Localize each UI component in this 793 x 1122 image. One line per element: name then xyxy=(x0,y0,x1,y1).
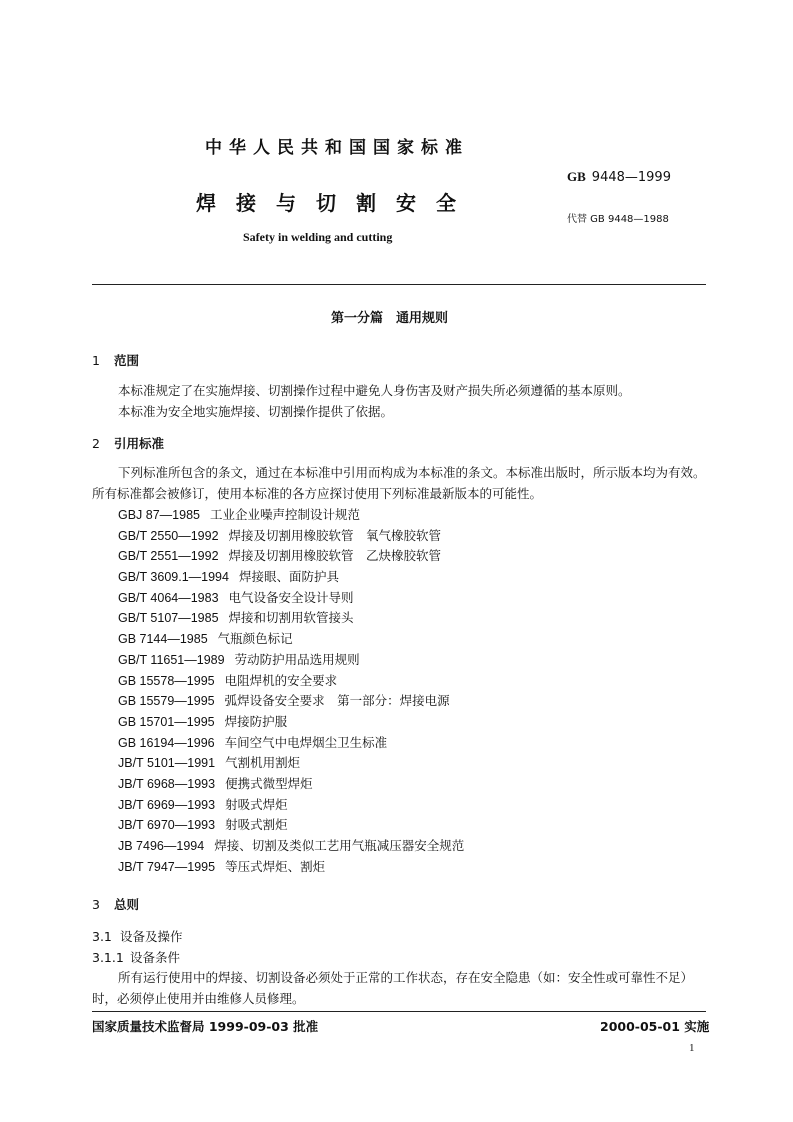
reference-title: 焊接防护服 xyxy=(224,713,288,729)
reference-item xyxy=(118,567,464,588)
reference-item xyxy=(118,795,464,816)
reference-code: GB/T 5107—1985 xyxy=(118,611,219,626)
subsection-3-1-1-heading xyxy=(92,948,180,966)
reference-item xyxy=(118,836,464,857)
section-3-heading xyxy=(92,895,139,913)
reference-code: GB/T 11651—1989 xyxy=(118,652,225,667)
reference-title: 焊接和切割用软管接头 xyxy=(228,610,354,626)
section-2-number: 2 xyxy=(92,436,100,451)
reference-code: JB/T 6969—1993 xyxy=(118,797,216,812)
subsection-3-1-1-text: 所有运行使用中的焊接、切割设备必须处于正常的工作状态，存在安全隐患（如：安全性或可靠性不足）时，必须停止使用并由维修人员修理。 xyxy=(92,970,694,1006)
reference-item xyxy=(118,857,464,878)
reference-item xyxy=(118,753,464,774)
reference-title: 弧焊设备安全要求 第一部分：焊接电源 xyxy=(224,693,450,709)
subsection-3-1-1-title: 设备条件 xyxy=(130,950,181,965)
part-title: 第一分篇 通用规则 xyxy=(331,311,449,326)
reference-title: 工业企业噪声控制设计规范 xyxy=(210,507,361,522)
reference-item xyxy=(118,691,464,712)
reference-code: GB 15579—1995 xyxy=(118,694,215,709)
effective-date: 2000-05-01 实施 xyxy=(600,1019,710,1034)
reference-item xyxy=(118,505,464,526)
subsection-3-1-title: 设备及操作 xyxy=(120,929,183,944)
reference-code: GB/T 2551—1992 xyxy=(118,549,219,564)
reference-title: 劳动防护用品选用规则 xyxy=(234,651,360,667)
subsection-3-1-number: 3.1 xyxy=(92,929,112,944)
reference-code: JB/T 6970—1993 xyxy=(118,818,216,833)
subsection-3-1-1-number: 3.1.1 xyxy=(92,950,124,965)
reference-item xyxy=(118,526,464,547)
reference-code: GB/T 4064—1983 xyxy=(118,590,219,605)
reference-title: 车间空气中电焊烟尘卫生标准 xyxy=(224,734,388,750)
footer-divider xyxy=(92,1011,706,1012)
reference-title: 电气设备安全设计导则 xyxy=(228,589,354,605)
section-1-heading xyxy=(92,351,139,369)
reference-item xyxy=(118,588,464,609)
approval-line: 国家质量技术监督局 1999-09-03 批准 xyxy=(92,1019,319,1034)
main-title: 焊接与切割安全 xyxy=(196,191,476,215)
section-2-heading xyxy=(92,434,164,452)
reference-code: GB/T 2550—1992 xyxy=(118,528,219,543)
reference-code: GB 15578—1995 xyxy=(118,673,215,688)
section-2-title: 引用标准 xyxy=(114,436,165,451)
reference-item xyxy=(118,608,464,629)
reference-title: 焊接及切割用橡胶软管 氧气橡胶软管 xyxy=(228,527,442,543)
subsection-3-1-heading xyxy=(92,927,183,945)
header-divider xyxy=(92,284,706,285)
reference-title: 等压式焊炬、割炬 xyxy=(225,858,326,874)
section-1-number: 1 xyxy=(92,353,100,368)
reference-title: 气瓶颜色标记 xyxy=(217,631,293,647)
reference-title: 射吸式焊炬 xyxy=(225,796,288,812)
org-title: 中华人民共和国国家标准 xyxy=(205,138,469,158)
reference-code: JB/T 6968—1993 xyxy=(118,776,216,791)
reference-code: GB/T 3609.1—1994 xyxy=(118,570,229,585)
section-1-title: 范围 xyxy=(114,353,140,368)
reference-item xyxy=(118,671,464,692)
reference-title: 焊接及切割用橡胶软管 乙炔橡胶软管 xyxy=(228,548,442,564)
english-title: Safety in welding and cutting xyxy=(243,230,393,244)
reference-title: 电阻焊机的安全要求 xyxy=(224,672,338,688)
reference-title: 射吸式割炬 xyxy=(225,817,288,833)
standard-prefix: GB xyxy=(567,169,586,184)
section-3-title: 总则 xyxy=(114,897,140,912)
reference-code: GBJ 87—1985 xyxy=(118,508,200,522)
reference-code: GB 7144—1985 xyxy=(118,632,208,647)
section-2-intro: 下列标准所包含的条文，通过在本标准中引用而构成为本标准的条文。本标准出版时，所示版本均为有效。所有标准都会被修订，使用本标准的各方应探讨使用下列标准最新版本的可能性。 xyxy=(92,465,706,501)
reference-item xyxy=(118,774,464,795)
section-3-number: 3 xyxy=(92,897,100,912)
standard-number xyxy=(567,169,671,185)
section-1-paragraph-2: 本标准为安全地实施焊接、切割操作提供了依据。 xyxy=(118,404,394,419)
reference-title: 焊接、切割及类似工艺用气瓶减压器安全规范 xyxy=(214,838,465,853)
reference-title: 便携式微型焊炬 xyxy=(225,775,313,791)
section-1-paragraph-1: 本标准规定了在实施焊接、切割操作过程中避免人身伤害及财产损失所必须遵循的基本原则。 xyxy=(118,383,631,398)
standard-code: 9448—1999 xyxy=(591,170,671,185)
reference-item xyxy=(118,733,464,754)
reference-item xyxy=(118,712,464,733)
reference-item xyxy=(118,629,464,650)
replaces-standard: 代替 GB 9448—1988 xyxy=(567,214,669,225)
reference-code: JB 7496—1994 xyxy=(118,839,205,853)
reference-code: JB/T 7947—1995 xyxy=(118,859,216,874)
page-number: 1 xyxy=(689,1042,695,1054)
reference-item xyxy=(118,650,464,671)
reference-list xyxy=(118,505,464,877)
reference-title: 气割机用割炬 xyxy=(225,755,301,771)
reference-code: GB 15701—1995 xyxy=(118,714,215,729)
reference-title: 焊接眼、面防护具 xyxy=(238,569,339,585)
reference-item xyxy=(118,546,464,567)
reference-code: GB 16194—1996 xyxy=(118,735,215,750)
reference-code: JB/T 5101—1991 xyxy=(118,756,216,771)
reference-item xyxy=(118,815,464,836)
